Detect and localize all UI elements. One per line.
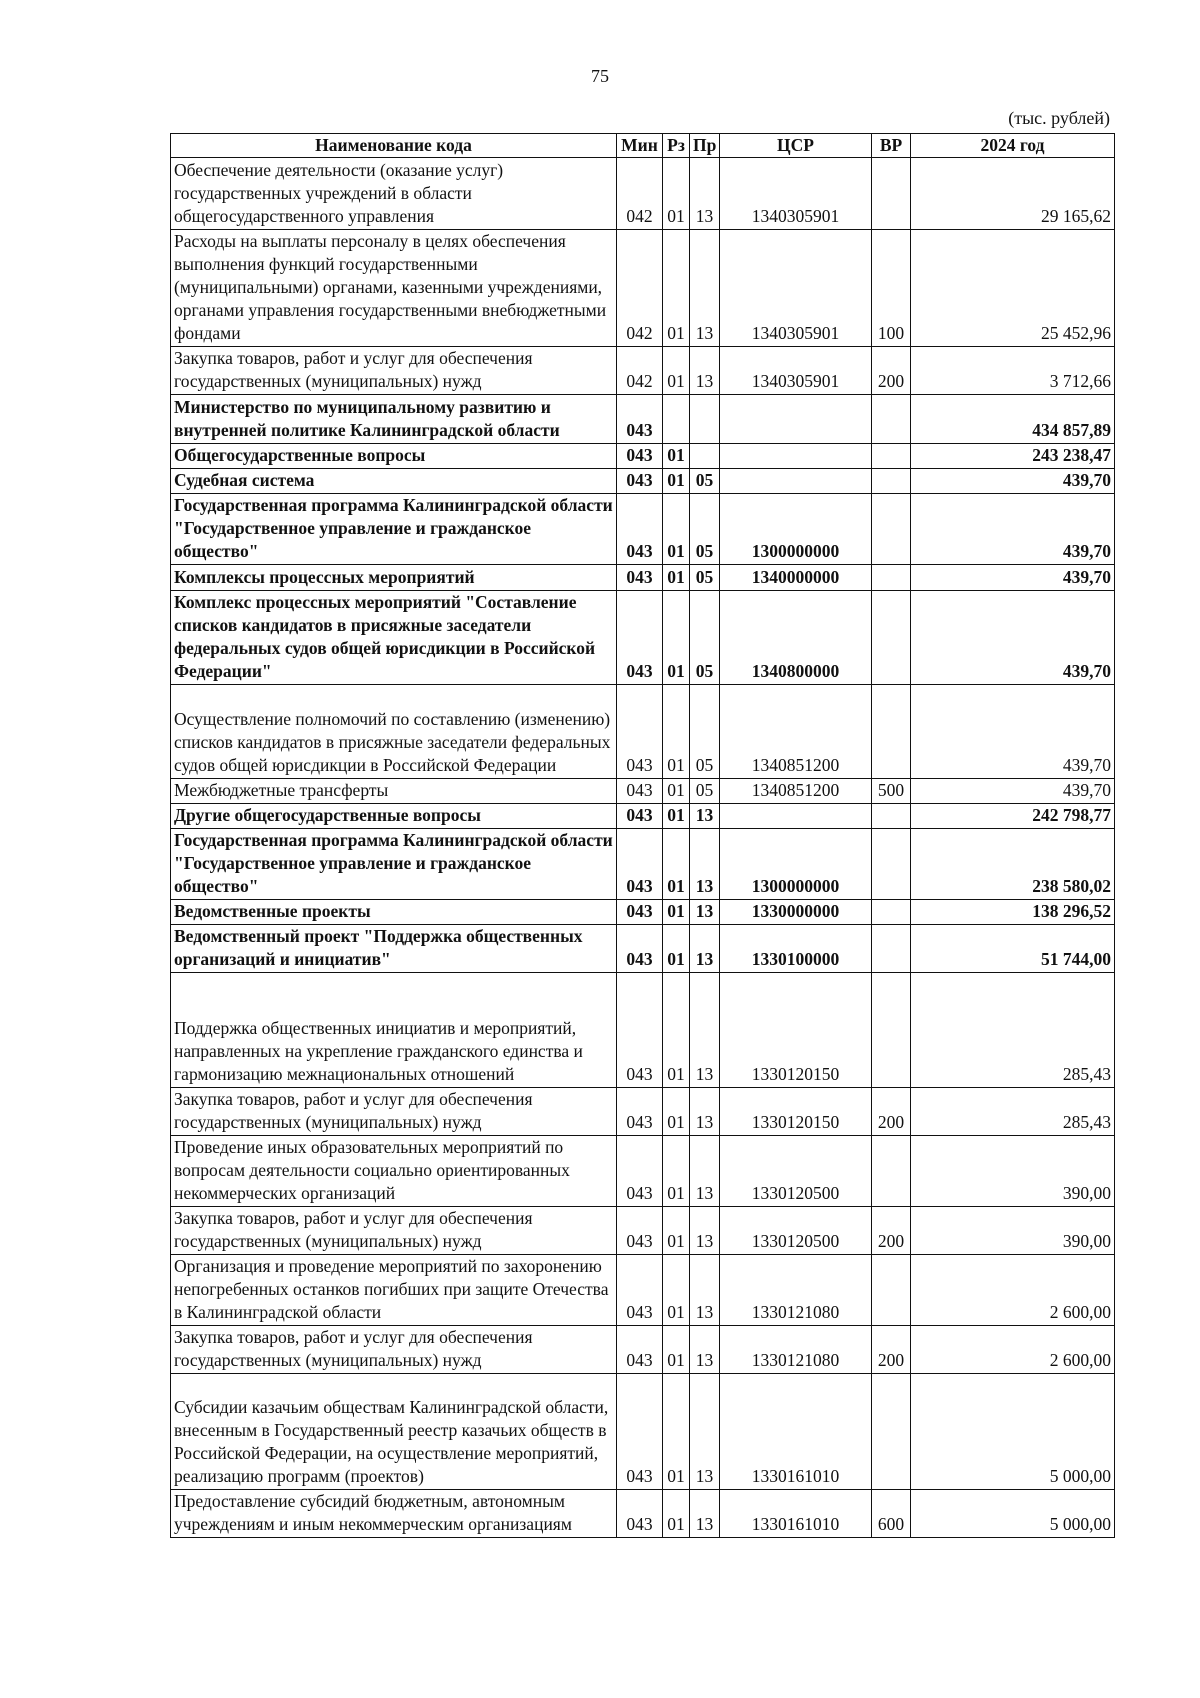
cell-pr: 13 [690, 230, 720, 347]
cell-vr: 200 [872, 1326, 911, 1374]
cell-amount: 390,00 [911, 1136, 1115, 1207]
cell-rz: 01 [663, 565, 690, 591]
table-row [171, 444, 1115, 469]
cell-rz: 01 [663, 829, 690, 900]
cell-pr: 13 [690, 1326, 720, 1374]
cell-amount: 243 238,47 [911, 444, 1115, 469]
cell-pr: 13 [690, 158, 720, 230]
cell-vr [872, 494, 911, 565]
cell-amount: 285,43 [911, 973, 1115, 1088]
cell-pr: 13 [690, 1490, 720, 1538]
cell-min: 043 [617, 1326, 663, 1374]
cell-rz: 01 [663, 804, 690, 829]
table-row [171, 1255, 1115, 1326]
cell-csr [720, 804, 872, 829]
header-name: Наименование кода [171, 134, 617, 158]
cell-name: Государственная программа Калининградской области "Государственное управление и гражданское общество" [171, 829, 617, 900]
cell-vr: 200 [872, 347, 911, 395]
cell-name: Проведение иных образовательных мероприятий по вопросам деятельности социально ориентированных некоммерческих организаций [171, 1136, 617, 1207]
cell-vr [872, 973, 911, 1088]
cell-pr: 13 [690, 925, 720, 973]
cell-amount: 439,70 [911, 779, 1115, 804]
header-min: Мин [617, 134, 663, 158]
table-row [171, 900, 1115, 925]
table-row [171, 973, 1115, 1088]
table-row [171, 230, 1115, 347]
cell-min: 043 [617, 900, 663, 925]
cell-name: Осуществление полномочий по составлению (изменению) списков кандидатов в присяжные заседатели федеральных судов общей юрисдикции в Российской Федерации [171, 685, 617, 779]
table-body [171, 158, 1115, 1538]
header-year: 2024 год [911, 134, 1115, 158]
cell-name: Закупка товаров, работ и услуг для обеспечения государственных (муниципальных) нужд [171, 1207, 617, 1255]
cell-pr: 13 [690, 900, 720, 925]
cell-pr: 13 [690, 1255, 720, 1326]
header-vr: ВР [872, 134, 911, 158]
cell-rz: 01 [663, 1088, 690, 1136]
cell-rz: 01 [663, 925, 690, 973]
cell-amount: 25 452,96 [911, 230, 1115, 347]
cell-pr: 05 [690, 591, 720, 685]
table-row [171, 925, 1115, 973]
cell-rz: 01 [663, 230, 690, 347]
cell-vr [872, 395, 911, 444]
header-pr: Пр [690, 134, 720, 158]
cell-csr: 1330000000 [720, 900, 872, 925]
cell-csr: 1330121080 [720, 1255, 872, 1326]
table-row [171, 1326, 1115, 1374]
table-row [171, 1136, 1115, 1207]
cell-vr [872, 1374, 911, 1490]
cell-csr: 1330161010 [720, 1374, 872, 1490]
cell-min: 043 [617, 1207, 663, 1255]
cell-amount: 439,70 [911, 469, 1115, 494]
cell-pr: 05 [690, 779, 720, 804]
cell-amount: 5 000,00 [911, 1490, 1115, 1538]
cell-csr [720, 444, 872, 469]
cell-name: Закупка товаров, работ и услуг для обеспечения государственных (муниципальных) нужд [171, 1088, 617, 1136]
table-row [171, 347, 1115, 395]
cell-csr [720, 469, 872, 494]
cell-name: Общегосударственные вопросы [171, 444, 617, 469]
cell-vr [872, 565, 911, 591]
cell-amount: 3 712,66 [911, 347, 1115, 395]
cell-vr [872, 1255, 911, 1326]
cell-min: 043 [617, 1490, 663, 1538]
cell-name: Межбюджетные трансферты [171, 779, 617, 804]
cell-min: 043 [617, 395, 663, 444]
cell-pr: 13 [690, 1207, 720, 1255]
cell-rz: 01 [663, 158, 690, 230]
table-row [171, 591, 1115, 685]
cell-csr: 1330121080 [720, 1326, 872, 1374]
cell-rz: 01 [663, 1255, 690, 1326]
cell-amount: 5 000,00 [911, 1374, 1115, 1490]
cell-min: 043 [617, 1255, 663, 1326]
table-row [171, 565, 1115, 591]
cell-vr [872, 158, 911, 230]
cell-csr: 1300000000 [720, 829, 872, 900]
cell-pr: 13 [690, 804, 720, 829]
cell-name: Обеспечение деятельности (оказание услуг) государственных учреждений в области общегосударственного управления [171, 158, 617, 230]
cell-pr: 05 [690, 494, 720, 565]
cell-name: Ведомственные проекты [171, 900, 617, 925]
cell-rz: 01 [663, 1326, 690, 1374]
cell-amount: 434 857,89 [911, 395, 1115, 444]
cell-vr [872, 900, 911, 925]
cell-amount: 138 296,52 [911, 900, 1115, 925]
cell-min: 043 [617, 973, 663, 1088]
cell-name: Судебная система [171, 469, 617, 494]
table-row [171, 395, 1115, 444]
cell-name: Ведомственный проект "Поддержка общественных организаций и инициатив" [171, 925, 617, 973]
cell-pr: 05 [690, 469, 720, 494]
cell-rz: 01 [663, 494, 690, 565]
cell-name: Субсидии казачьим обществам Калининградской области, внесенным в Государственный реестр казачьих обществ в Российской Федерации, на осуществление мероприятий, реализацию программ (проектов) [171, 1374, 617, 1490]
cell-amount: 439,70 [911, 685, 1115, 779]
table-row [171, 779, 1115, 804]
header-csr: ЦСР [720, 134, 872, 158]
cell-rz: 01 [663, 591, 690, 685]
cell-pr [690, 395, 720, 444]
cell-amount: 439,70 [911, 494, 1115, 565]
cell-min: 042 [617, 158, 663, 230]
cell-min: 043 [617, 565, 663, 591]
cell-rz: 01 [663, 779, 690, 804]
cell-pr: 05 [690, 685, 720, 779]
cell-rz: 01 [663, 1490, 690, 1538]
cell-name: Поддержка общественных инициатив и мероприятий, направленных на укрепление гражданского единства и гармонизацию межнациональных отношений [171, 973, 617, 1088]
cell-vr [872, 1136, 911, 1207]
table-row [171, 685, 1115, 779]
table-header-row [171, 134, 1115, 158]
cell-min: 042 [617, 230, 663, 347]
cell-vr [872, 804, 911, 829]
cell-csr: 1340851200 [720, 685, 872, 779]
cell-name: Министерство по муниципальному развитию и внутренней политике Калининградской области [171, 395, 617, 444]
cell-rz: 01 [663, 685, 690, 779]
page-number: 75 [591, 66, 609, 86]
cell-csr: 1340305901 [720, 158, 872, 230]
cell-pr: 13 [690, 829, 720, 900]
cell-rz: 01 [663, 900, 690, 925]
table-row [171, 804, 1115, 829]
cell-csr: 1330120150 [720, 1088, 872, 1136]
cell-vr [872, 444, 911, 469]
cell-min: 043 [617, 591, 663, 685]
header-rz: Рз [663, 134, 690, 158]
cell-min: 043 [617, 804, 663, 829]
cell-csr: 1300000000 [720, 494, 872, 565]
cell-amount: 242 798,77 [911, 804, 1115, 829]
cell-amount: 51 744,00 [911, 925, 1115, 973]
cell-rz: 01 [663, 1136, 690, 1207]
cell-csr: 1340000000 [720, 565, 872, 591]
cell-pr: 13 [690, 1088, 720, 1136]
cell-vr: 200 [872, 1088, 911, 1136]
cell-pr [690, 444, 720, 469]
cell-pr: 13 [690, 973, 720, 1088]
cell-amount: 285,43 [911, 1088, 1115, 1136]
cell-rz: 01 [663, 444, 690, 469]
cell-min: 043 [617, 444, 663, 469]
cell-pr: 13 [690, 1136, 720, 1207]
cell-csr: 1330120500 [720, 1207, 872, 1255]
cell-csr [720, 395, 872, 444]
table-row [171, 158, 1115, 230]
cell-vr: 100 [872, 230, 911, 347]
cell-min: 043 [617, 779, 663, 804]
units-label: (тыс. рублей) [1008, 108, 1110, 128]
cell-vr: 200 [872, 1207, 911, 1255]
cell-vr [872, 925, 911, 973]
cell-csr: 1330161010 [720, 1490, 872, 1538]
cell-amount: 439,70 [911, 565, 1115, 591]
cell-amount: 29 165,62 [911, 158, 1115, 230]
cell-pr: 13 [690, 347, 720, 395]
cell-rz: 01 [663, 1207, 690, 1255]
table-row [171, 494, 1115, 565]
cell-csr: 1340800000 [720, 591, 872, 685]
cell-min: 043 [617, 925, 663, 973]
cell-vr [872, 591, 911, 685]
cell-amount: 238 580,02 [911, 829, 1115, 900]
cell-min: 043 [617, 1136, 663, 1207]
cell-rz: 01 [663, 1374, 690, 1490]
cell-name: Комплекс процессных мероприятий "Составление списков кандидатов в присяжные заседатели федеральных судов общей юрисдикции в Российской Федерации" [171, 591, 617, 685]
cell-vr [872, 469, 911, 494]
cell-csr: 1330100000 [720, 925, 872, 973]
cell-min: 043 [617, 685, 663, 779]
cell-min: 042 [617, 347, 663, 395]
cell-rz: 01 [663, 469, 690, 494]
cell-csr: 1340305901 [720, 347, 872, 395]
cell-name: Расходы на выплаты персоналу в целях обеспечения выполнения функций государственными (муниципальными) органами, казенными учреждениями, органами управления государственными внебюджетными фондами [171, 230, 617, 347]
cell-name: Комплексы процессных мероприятий [171, 565, 617, 591]
cell-csr: 1340305901 [720, 230, 872, 347]
cell-amount: 439,70 [911, 591, 1115, 685]
cell-amount: 2 600,00 [911, 1255, 1115, 1326]
table-row [171, 469, 1115, 494]
cell-min: 043 [617, 1374, 663, 1490]
cell-rz: 01 [663, 973, 690, 1088]
cell-vr: 500 [872, 779, 911, 804]
cell-name: Закупка товаров, работ и услуг для обеспечения государственных (муниципальных) нужд [171, 347, 617, 395]
budget-table [170, 133, 1115, 1538]
cell-amount: 390,00 [911, 1207, 1115, 1255]
table-row [171, 1374, 1115, 1490]
table-row [171, 1207, 1115, 1255]
cell-vr [872, 685, 911, 779]
table-row [171, 1088, 1115, 1136]
cell-name: Предоставление субсидий бюджетным, автономным учреждениям и иным некоммерческим организациям [171, 1490, 617, 1538]
cell-min: 043 [617, 1088, 663, 1136]
cell-min: 043 [617, 829, 663, 900]
cell-min: 043 [617, 494, 663, 565]
cell-vr [872, 829, 911, 900]
cell-name: Другие общегосударственные вопросы [171, 804, 617, 829]
cell-amount: 2 600,00 [911, 1326, 1115, 1374]
table-row [171, 1490, 1115, 1538]
cell-name: Организация и проведение мероприятий по захоронению непогребенных останков погибших при защите Отечества в Калининградской области [171, 1255, 617, 1326]
cell-csr: 1340851200 [720, 779, 872, 804]
cell-pr: 13 [690, 1374, 720, 1490]
cell-rz [663, 395, 690, 444]
cell-name: Закупка товаров, работ и услуг для обеспечения государственных (муниципальных) нужд [171, 1326, 617, 1374]
cell-csr: 1330120500 [720, 1136, 872, 1207]
cell-rz: 01 [663, 347, 690, 395]
cell-name: Государственная программа Калининградской области "Государственное управление и гражданское общество" [171, 494, 617, 565]
cell-pr: 05 [690, 565, 720, 591]
cell-vr: 600 [872, 1490, 911, 1538]
table-row [171, 829, 1115, 900]
cell-min: 043 [617, 469, 663, 494]
cell-csr: 1330120150 [720, 973, 872, 1088]
